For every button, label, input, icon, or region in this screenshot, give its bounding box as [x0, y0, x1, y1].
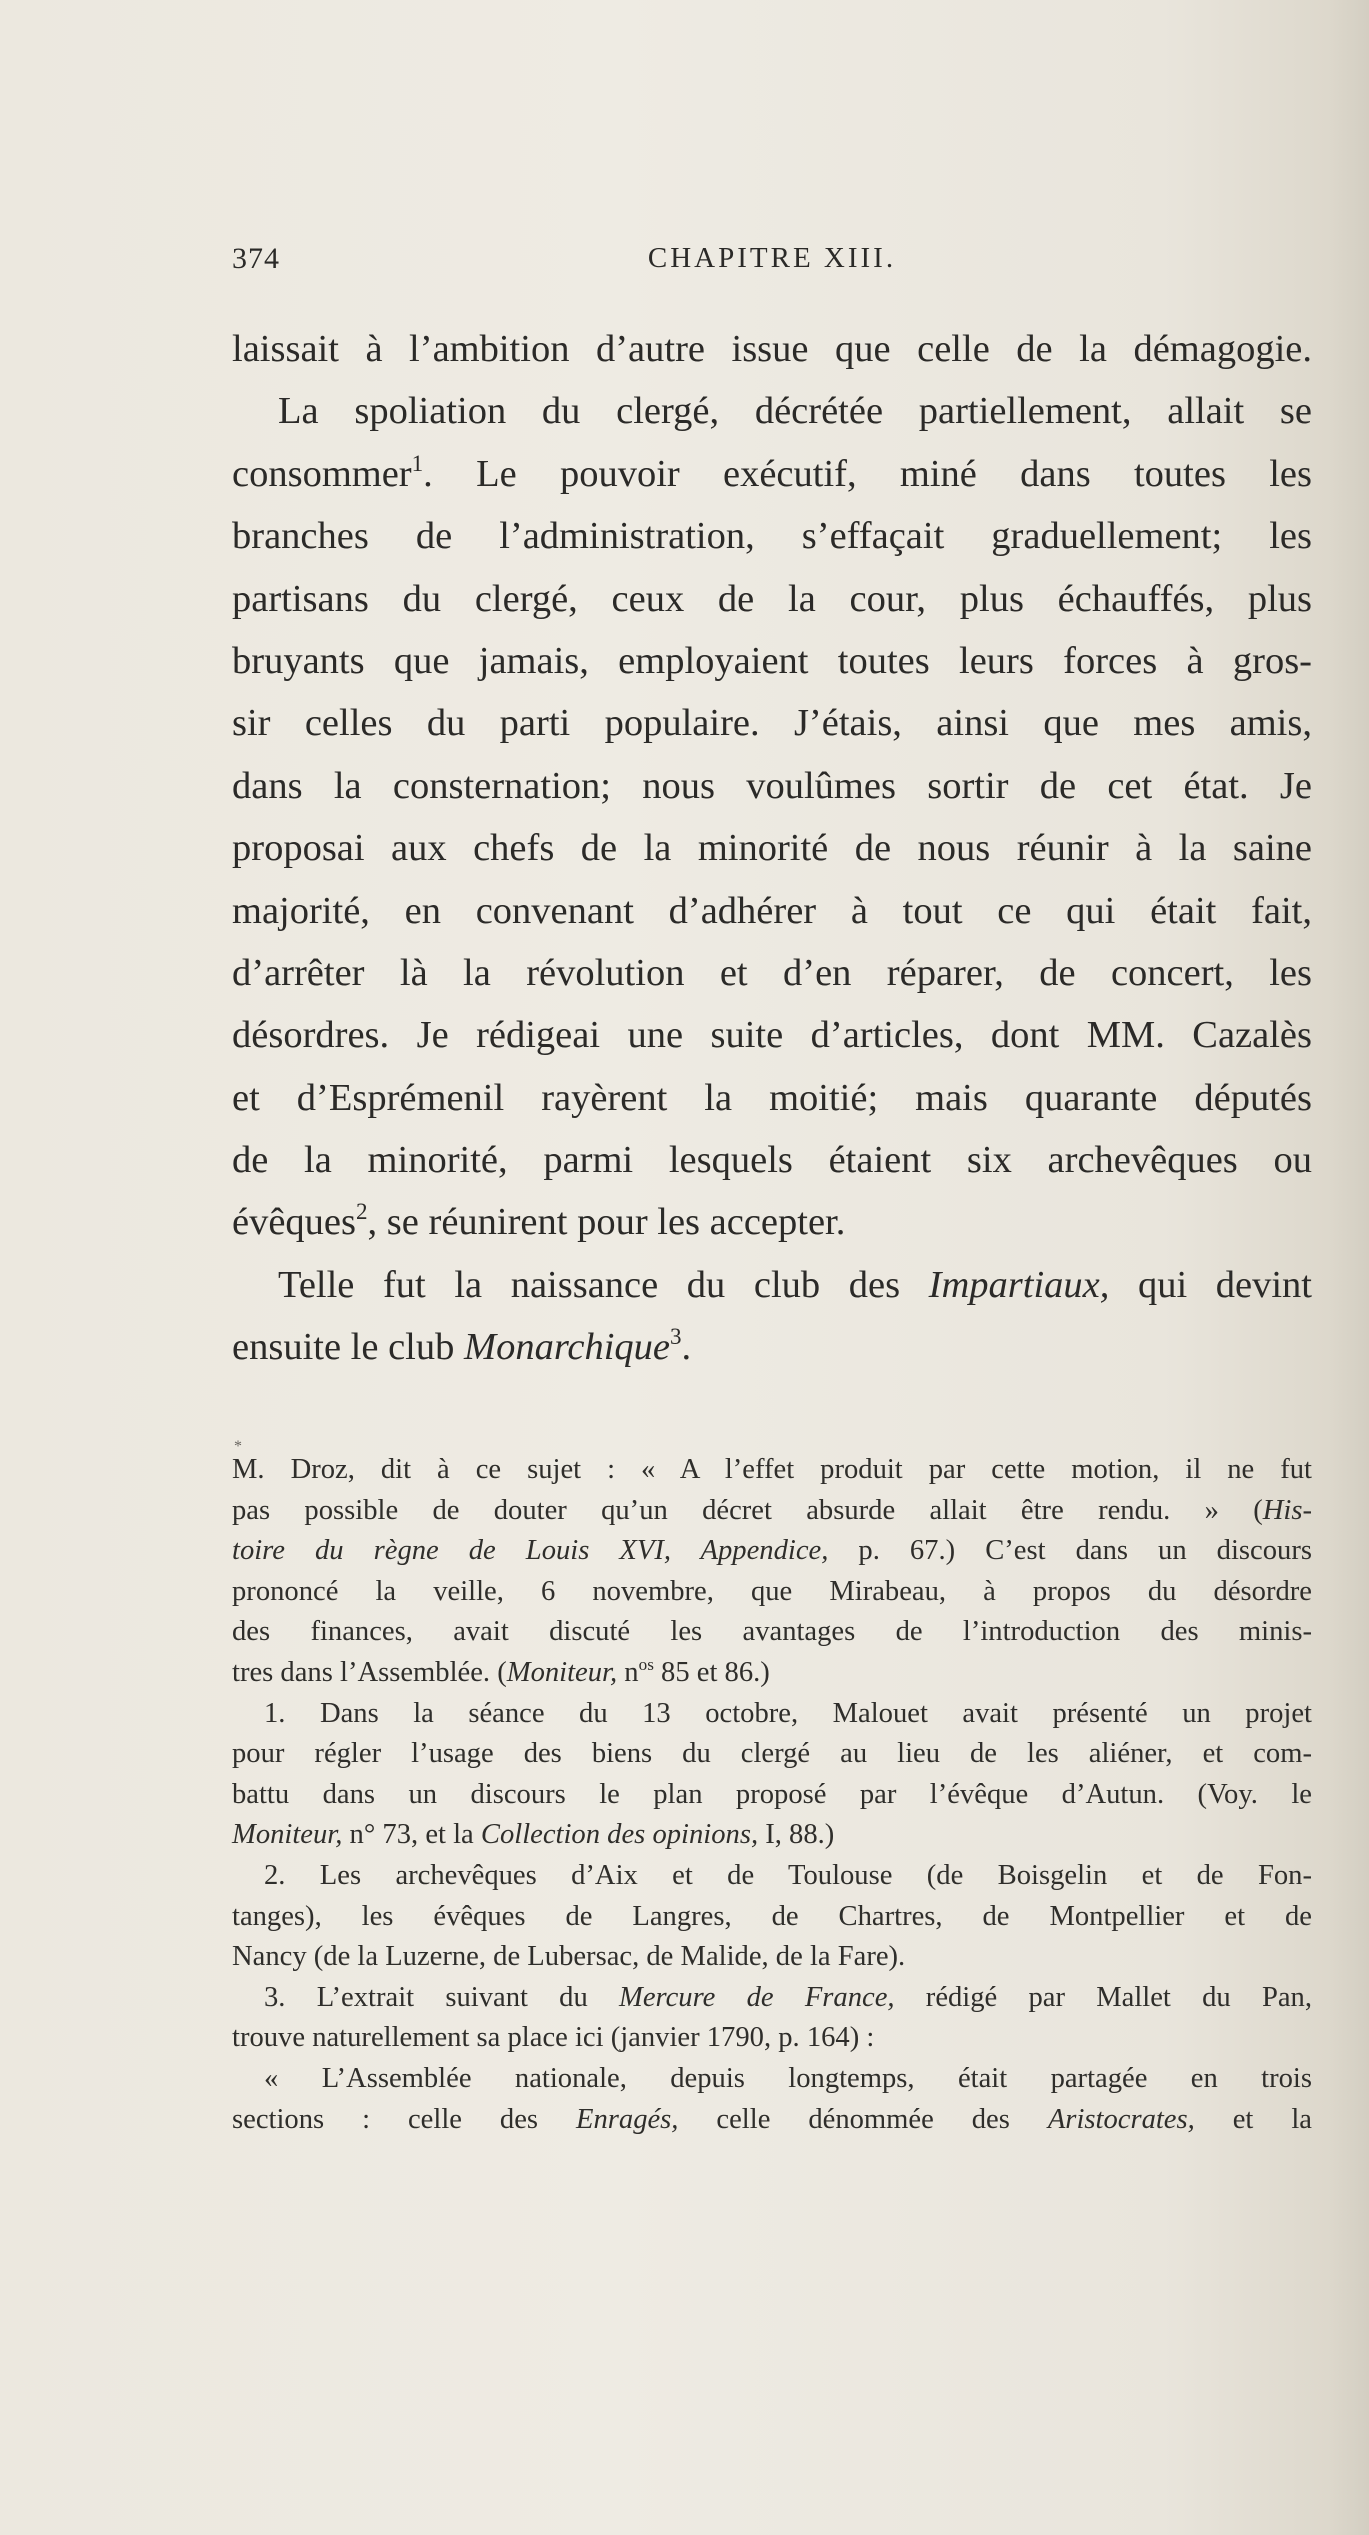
footnote-line: prononcé la veille, 6 novembre, que Mirabeau, à propos du désordre [232, 1575, 1312, 1607]
text-line: branches de l’administration, s’effaçait graduellement; les [232, 515, 1312, 558]
footnote-ref: 2 [356, 1198, 368, 1225]
footnote-line: pas possible de douter qu’un décret absurde allait être rendu. » (His- [232, 1494, 1312, 1526]
footnote-ref: 1 [411, 449, 424, 476]
text-line: dans la consternation; nous voulûmes sortir de cet état. Je [232, 764, 1312, 807]
page-header [232, 242, 1312, 292]
text-line: d’arrêter là la révolution et d’en réparer, de concert, les [232, 951, 1312, 994]
text-line: consommer$^1$. Le pouvoir exécutif, miné dans toutes les [232, 449, 1312, 495]
footnote-line: des finances, avait discuté les avantages de l’introduction des minis- [232, 1616, 1312, 1648]
footnote-line: tanges), les évêques de Langres, de Chartres, de Montpellier et de [232, 1900, 1312, 1932]
footnote-line: 1. Dans la séance du 13 octobre, Malouet avait présenté un projet [264, 1697, 1312, 1729]
footnote-ref: 3 [670, 1323, 682, 1350]
text-line: désordres. Je rédigeai une suite d’articles, dont MM. Cazalès [232, 1014, 1312, 1057]
footnote-line: toire du règne de Louis XVI, Appendice, p. 67.) C’est dans un discours [232, 1535, 1312, 1567]
text-line: et d’Esprémenil rayèrent la moitié; mais quarante députés [232, 1076, 1312, 1119]
text-line: sir celles du parti populaire. J’étais, ainsi que mes amis, [232, 702, 1312, 745]
footnotes [232, 1450, 1312, 2140]
footnote-line: Moniteur, n° 73, et la Collection des opinions, I, 88.) [232, 1819, 835, 1851]
text-line: majorité, en convenant d’adhérer à tout ce qui était fait, [232, 889, 1312, 932]
text-line: évêques$^2$, se réunirent pour les accepter. [232, 1198, 846, 1244]
footnote-line: pour régler l’usage des biens du clergé au lieu de les aliéner, et com- [232, 1738, 1312, 1770]
footnote-line: battu dans un discours le plan proposé par l’évêque d’Autun. (Voy. le [232, 1778, 1312, 1810]
footnote-line: 2. Les archevêques d’Aix et de Toulouse (de Boisgelin et de Fon- [264, 1859, 1312, 1891]
main-text [232, 318, 1312, 1379]
page-number: 374 [232, 242, 280, 275]
footnote-mark: * [234, 1438, 242, 1455]
running-title: CHAPITRE XIII. [647, 242, 897, 274]
text-line: Telle fut la naissance du club des Impartiaux, qui devint [278, 1263, 1312, 1306]
footnote-line: « L’Assemblée nationale, depuis longtemps, était partagée en trois [264, 2062, 1312, 2094]
footnote-line: 3. L’extrait suivant du Mercure de France, rédigé par Mallet du Pan, [264, 1981, 1312, 2013]
text-line: La spoliation du clergé, décrétée partiellement, allait se [278, 390, 1312, 433]
text-line: ensuite le club Monarchique$^3$. [232, 1323, 692, 1369]
footnote-line: sections : celle des Enragés, celle dénommée des Aristocrates, et la [232, 2103, 1312, 2135]
text-line: proposai aux chefs de la minorité de nous réunir à la saine [232, 827, 1312, 870]
footnote-line: M. Droz, dit à ce sujet : « A l’effet produit par cette motion, il ne fut [232, 1454, 1312, 1485]
footnote-line: trouve naturellement sa place ici (janvier 1790, p. 164) : [232, 2022, 875, 2054]
footnote-line: tres dans l’Assemblée. (Moniteur, $n^{os}$ 85 et 86.) [232, 1654, 770, 1688]
text-line: laissait à l’ambition d’autre issue que celle de la démagogie. [232, 328, 1312, 370]
text-line: bruyants que jamais, employaient toutes leurs forces à gros- [232, 639, 1312, 682]
text-line: de la minorité, parmi lesquels étaient six archevêques ou [232, 1139, 1312, 1182]
text-line: partisans du clergé, ceux de la cour, plus échauffés, plus [232, 577, 1312, 620]
footnote-line: Nancy (de la Luzerne, de Lubersac, de Malide, de la Fare). [232, 1941, 906, 1973]
